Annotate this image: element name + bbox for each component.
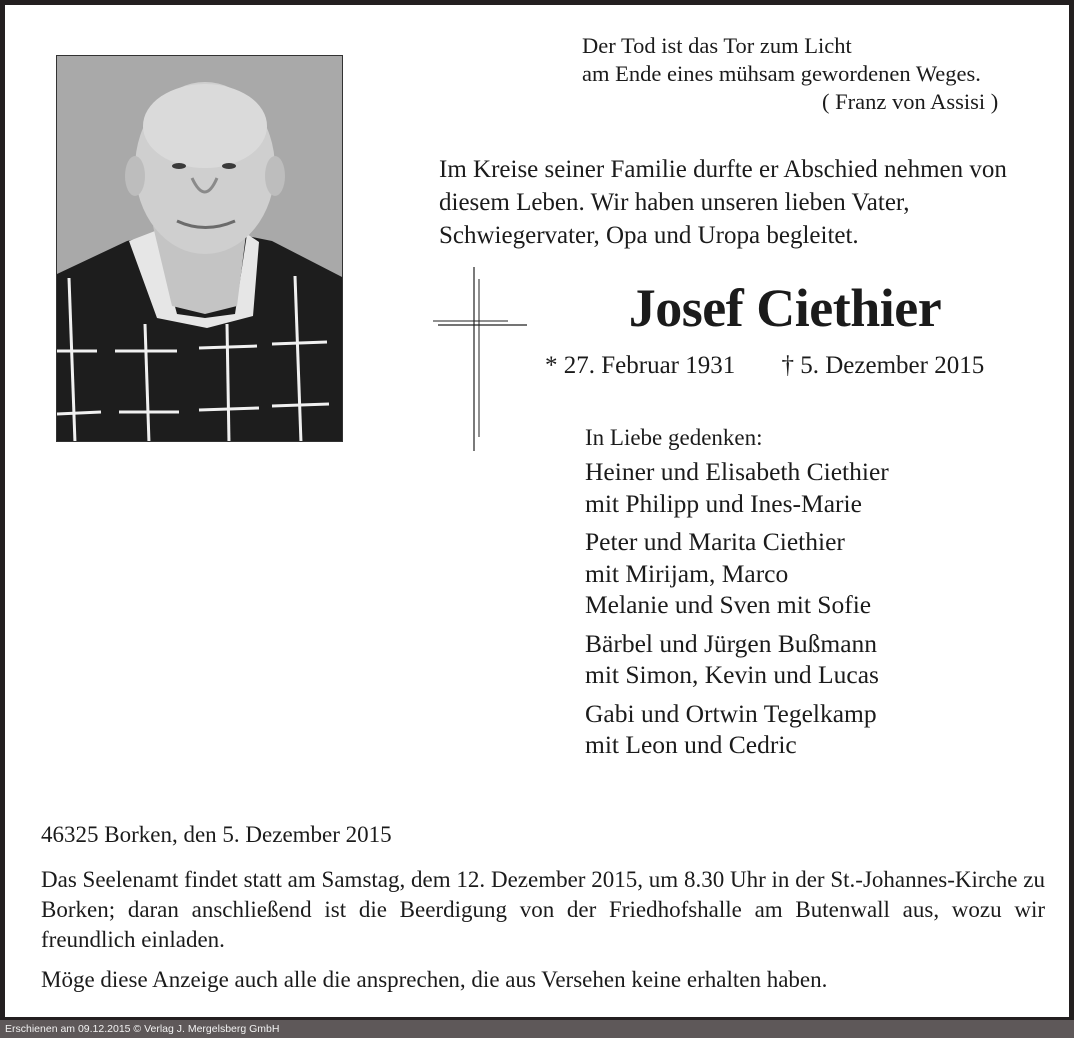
life-dates — [545, 349, 984, 383]
mourners-label: In Liebe gedenken: — [585, 425, 763, 450]
mourner-line: Bärbel und Jürgen Bußmann — [585, 628, 878, 658]
mourner-line: Peter und Marita Ciethier — [585, 527, 845, 556]
mourner-line: mit Mirijam, Marco — [585, 558, 789, 588]
portrait-image — [57, 56, 343, 442]
place-date: 46325 Borken, den 5. Dezember 2015 — [41, 822, 392, 847]
mourner-group — [585, 526, 889, 621]
mourner-line: Melanie und Sven mit Sofie — [585, 590, 872, 619]
mourner-group — [585, 628, 889, 691]
mourner-line: mit Leon und Cedric — [585, 730, 797, 759]
death-date: † 5. Dezember 2015 — [781, 352, 985, 379]
birth-date: * 27. Februar 1931 — [545, 352, 736, 379]
closing-note: Möge diese Anzeige auch alle die ansprechen, die aus Versehen keine erhalten haben. — [41, 967, 828, 992]
quote-author: ( Franz von Assisi ) — [822, 89, 999, 114]
service-info: Das Seelenamt findet statt am Samstag, dem 12. Dezember 2015, um 8.30 Uhr in der St.-Johannes-Kirche zu Borken; daran anschließend ist die Beerdigung von der Friedhofshalle am Butenwall aus, wozu wir freundlich einladen. — [41, 867, 1045, 952]
mourners-list — [585, 422, 889, 768]
mourner-line: Gabi und Ortwin Tegelkamp — [585, 698, 877, 728]
quote-block — [582, 32, 998, 116]
deceased-name: Josef Ciethier — [628, 278, 942, 338]
quote-line-2: am Ende eines mühsam gewordenen Weges. — [582, 61, 981, 86]
mourner-group — [585, 456, 889, 519]
intro-text: Im Kreise seiner Familie durfte er Abschied nehmen von diesem Leben. Wir haben unseren lieben Vater, Schwiegervater, Opa und Uropa begleitet. — [439, 156, 1007, 249]
mourner-line: mit Philipp und Ines-Marie — [585, 488, 862, 518]
publication-footer: Erschienen am 09.12.2015 © Verlag J. Mergelsberg GmbH — [0, 1020, 1074, 1038]
portrait-photo — [56, 55, 343, 442]
mourner-line: mit Simon, Kevin und Lucas — [585, 660, 879, 689]
mourner-line: Heiner und Elisabeth Ciethier — [585, 457, 889, 486]
mourner-group — [585, 698, 889, 761]
quote-line-1: Der Tod ist das Tor zum Licht — [582, 33, 852, 58]
